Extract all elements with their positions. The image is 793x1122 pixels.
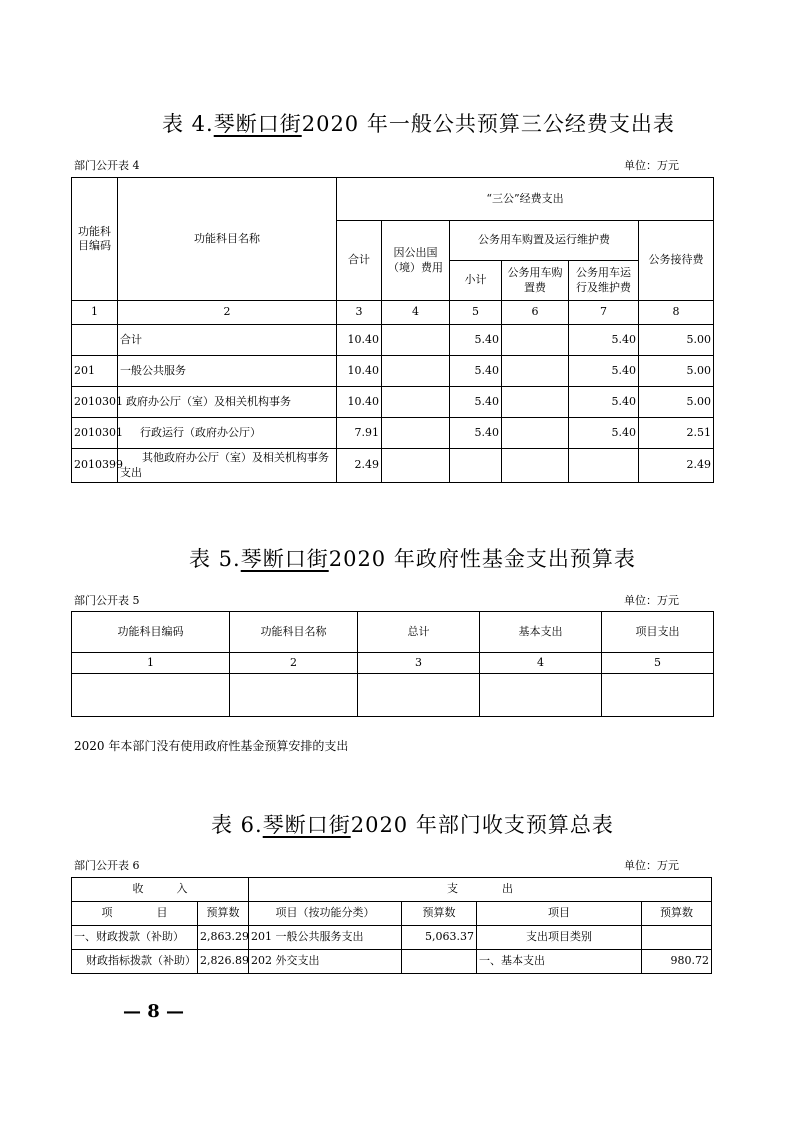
cell-operation: 5.40: [569, 387, 639, 418]
col-number: 3: [358, 653, 480, 674]
header-subtotal: 小计: [450, 261, 502, 301]
col-number: 1: [72, 301, 118, 325]
cell-subtotal: 5.40: [450, 356, 502, 387]
col-number: 6: [502, 301, 569, 325]
header-code: 功能科目编码: [72, 178, 118, 301]
header-total: 总计: [358, 612, 480, 653]
table5-note: 2020 年本部门没有使用政府性基金预算安排的支出: [74, 739, 349, 753]
table-row: [72, 387, 714, 418]
cell-reception: 5.00: [639, 387, 714, 418]
table4: [71, 177, 714, 483]
cell-code: 2010301: [72, 387, 118, 418]
table5: [71, 611, 714, 717]
header-code: 功能科目编码: [72, 612, 230, 653]
cell-name: 其他政府办公厅（室）及相关机构事务支出: [118, 449, 337, 483]
header-name: 功能科目名称: [230, 612, 358, 653]
cell-total: 7.91: [337, 418, 382, 449]
header-reception: 公务接待费: [639, 221, 714, 301]
cell-type-amount: 980.72: [642, 950, 712, 974]
col-number: 2: [230, 653, 358, 674]
cell-purchase: [502, 387, 569, 418]
table6-dept-label: 部门公开表 6: [74, 859, 140, 872]
cell-purchase: [502, 325, 569, 356]
header-project: 项目: [477, 902, 642, 926]
cell-operation: 5.40: [569, 418, 639, 449]
cell-code: [72, 325, 118, 356]
cell-operation: [569, 449, 639, 483]
title-rest: 2020 年部门收支预算总表: [350, 813, 614, 837]
cell-type-item: 一、基本支出: [477, 950, 642, 974]
table-row: [72, 325, 714, 356]
header-name: 功能科目名称: [118, 178, 337, 301]
header-operation: 公务用车运行及维护费: [569, 261, 639, 301]
title-org: 琴断口街: [213, 112, 302, 136]
header-total: 合计: [337, 221, 382, 301]
cell-reception: 2.51: [639, 418, 714, 449]
col-number: 5: [450, 301, 502, 325]
col-number: 4: [480, 653, 602, 674]
cell-func-item: 201 一般公共服务支出: [249, 926, 402, 950]
cell-name: 合计: [118, 325, 337, 356]
title-prefix: 表 4.: [162, 112, 214, 136]
cell-func-amount: [402, 950, 477, 974]
cell-abroad: [382, 418, 450, 449]
cell-abroad: [382, 449, 450, 483]
col-number: 8: [639, 301, 714, 325]
cell-reception: 5.00: [639, 325, 714, 356]
title-rest: 2020 年政府性基金支出预算表: [328, 547, 636, 571]
cell-type-item: 支出项目类别: [477, 926, 642, 950]
header-budget: 预算数: [198, 902, 249, 926]
cell-subtotal: 5.40: [450, 418, 502, 449]
col-number: 1: [72, 653, 230, 674]
cell-func-amount: 5,063.37: [402, 926, 477, 950]
title-rest: 2020 年一般公共预算三公经费支出表: [301, 112, 675, 136]
income-header: 收 入: [72, 878, 249, 902]
cell-subtotal: 5.40: [450, 387, 502, 418]
table-row: [72, 356, 714, 387]
table-row: [72, 926, 712, 950]
cell-operation: 5.40: [569, 356, 639, 387]
title-org: 琴断口街: [240, 547, 329, 571]
header-basic: 基本支出: [480, 612, 602, 653]
header-budget: 预算数: [402, 902, 477, 926]
cell-income-amount: 2,863.29: [198, 926, 249, 950]
col-number: 7: [569, 301, 639, 325]
cell-total: 10.40: [337, 325, 382, 356]
table6-title: [211, 809, 614, 839]
expense-header: 支 出: [249, 878, 712, 902]
table-row: [72, 674, 714, 717]
cell-name: 政府办公厅（室）及相关机构事务: [118, 387, 337, 418]
cell-income-item: 一、财政拨款（补助）: [72, 926, 198, 950]
title-prefix: 表 6.: [211, 813, 263, 837]
table4-dept-label: 部门公开表 4: [74, 159, 140, 172]
cell-code: 201: [72, 356, 118, 387]
cell-reception: 5.00: [639, 356, 714, 387]
header-vehicle: 公务用车购置及运行维护费: [450, 221, 639, 261]
cell-name: 行政运行（政府办公厅）: [118, 418, 337, 449]
col-number: 4: [382, 301, 450, 325]
table-row: [72, 449, 714, 483]
page-number: — 8 —: [123, 1001, 185, 1022]
header-abroad: 因公出国（境）费用: [382, 221, 450, 301]
cell-total: 10.40: [337, 387, 382, 418]
header-budget: 预算数: [642, 902, 712, 926]
cell-reception: 2.49: [639, 449, 714, 483]
col-number: 3: [337, 301, 382, 325]
cell-total: 2.49: [337, 449, 382, 483]
cell-purchase: [502, 418, 569, 449]
cell-empty: [480, 674, 602, 717]
table5-unit: 单位：万元: [624, 594, 679, 607]
cell-total: 10.40: [337, 356, 382, 387]
cell-empty: [602, 674, 714, 717]
col-number: 5: [602, 653, 714, 674]
cell-purchase: [502, 449, 569, 483]
header-project: 项目支出: [602, 612, 714, 653]
cell-name: 一般公共服务: [118, 356, 337, 387]
cell-income-amount: 2,826.89: [198, 950, 249, 974]
cell-type-amount: [642, 926, 712, 950]
cell-code: 2010301: [72, 418, 118, 449]
header-sangong: “三公”经费支出: [337, 178, 714, 221]
cell-abroad: [382, 325, 450, 356]
cell-purchase: [502, 356, 569, 387]
table4-title: [162, 108, 675, 138]
header-project-func: 项目（按功能分类）: [249, 902, 402, 926]
title-prefix: 表 5.: [189, 547, 241, 571]
table-row: [72, 418, 714, 449]
cell-income-item: 财政指标拨款（补助）: [72, 950, 198, 974]
cell-subtotal: 5.40: [450, 325, 502, 356]
header-purchase: 公务用车购置费: [502, 261, 569, 301]
table5-dept-label: 部门公开表 5: [74, 594, 140, 607]
cell-operation: 5.40: [569, 325, 639, 356]
table-row: [72, 950, 712, 974]
cell-abroad: [382, 356, 450, 387]
cell-func-item: 202 外交支出: [249, 950, 402, 974]
cell-empty: [230, 674, 358, 717]
cell-subtotal: [450, 449, 502, 483]
cell-empty: [358, 674, 480, 717]
title-org: 琴断口街: [262, 813, 351, 837]
table6-unit: 单位：万元: [624, 859, 679, 872]
table4-unit: 单位：万元: [624, 159, 679, 172]
col-number: 2: [118, 301, 337, 325]
cell-abroad: [382, 387, 450, 418]
table6: [71, 877, 712, 974]
header-item: 项 目: [72, 902, 198, 926]
cell-empty: [72, 674, 230, 717]
table5-title: [189, 543, 636, 573]
cell-code: 2010399: [72, 449, 118, 483]
